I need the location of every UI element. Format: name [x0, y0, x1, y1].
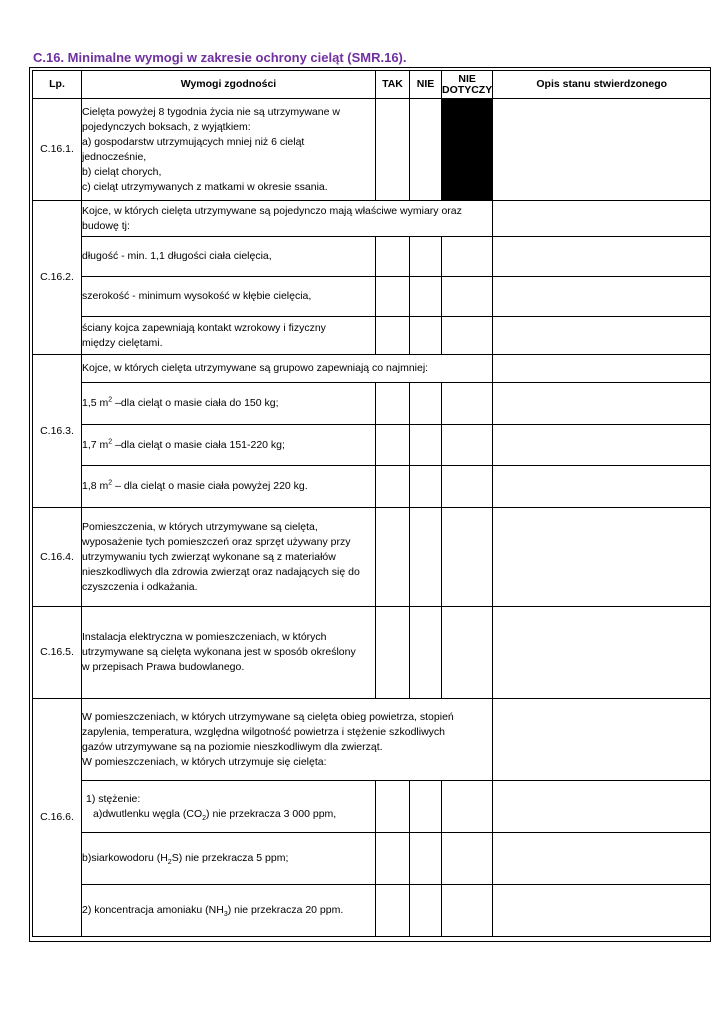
- table-row-c16-1: [33, 99, 711, 201]
- subscript: 3: [223, 911, 228, 919]
- nie-cell[interactable]: [410, 317, 442, 355]
- text-line: [86, 807, 375, 822]
- text-line: W pomieszczeniach, w których utrzymywane są cielęta obieg powietrza, stopień: [82, 710, 454, 723]
- subscript: 2: [202, 814, 207, 822]
- opis-cell[interactable]: [493, 355, 711, 383]
- opis-cell[interactable]: [493, 383, 711, 425]
- tak-cell[interactable]: [376, 383, 410, 425]
- table-row-c16-2-a: [33, 237, 711, 277]
- opis-cell[interactable]: [493, 99, 711, 201]
- table-row-c16-3-intro: [33, 355, 711, 383]
- requirement-text: [82, 508, 376, 607]
- nie-dotyczy-cell[interactable]: [442, 425, 493, 466]
- row-lp: C.16.5.: [33, 607, 82, 699]
- text-line: c) cieląt utrzymywanych z matkami w okresie ssania.: [82, 180, 328, 193]
- requirement-text: [82, 699, 493, 781]
- nie-dotyczy-cell[interactable]: [442, 508, 493, 607]
- nie-dotyczy-cell[interactable]: [442, 317, 493, 355]
- nie-cell[interactable]: [410, 237, 442, 277]
- nie-dotyczy-cell[interactable]: [442, 383, 493, 425]
- table-row-c16-2-intro: [33, 201, 711, 237]
- opis-cell[interactable]: [493, 781, 711, 833]
- header-opis: Opis stanu stwierdzonego: [493, 71, 711, 99]
- requirement-text: [82, 201, 493, 237]
- text-span: 1,8 m: [82, 480, 109, 492]
- row-lp: C.16.6.: [33, 699, 82, 937]
- header-nie: NIE: [410, 71, 442, 99]
- text-line: budowę tj:: [82, 219, 130, 232]
- header-nie-dotyczy-line2: DOTYCZY: [442, 83, 493, 96]
- text-span: 1,5 m: [82, 397, 109, 409]
- nie-dotyczy-blocked-cell: [442, 99, 493, 201]
- table-row-c16-6-c: [33, 885, 711, 937]
- table-row-c16-5: [33, 607, 711, 699]
- text-span: –dla cieląt o masie ciała do 150 kg;: [112, 397, 279, 409]
- nie-dotyczy-cell[interactable]: [442, 466, 493, 508]
- table-row-c16-3-a: [33, 383, 711, 425]
- requirement-text: [82, 607, 376, 699]
- table-row-c16-2-c: [33, 317, 711, 355]
- requirement-text: [82, 466, 376, 508]
- header-nie-dotyczy: [442, 71, 493, 99]
- section-title: C.16. Minimalne wymogi w zakresie ochrony cieląt (SMR.16).: [33, 50, 407, 65]
- table-row-c16-2-b: [33, 277, 711, 317]
- nie-dotyczy-cell[interactable]: [442, 607, 493, 699]
- tak-cell[interactable]: [376, 885, 410, 937]
- opis-cell[interactable]: [493, 201, 711, 237]
- opis-cell[interactable]: [493, 508, 711, 607]
- text-line: b) cieląt chorych,: [82, 165, 162, 178]
- opis-cell[interactable]: [493, 277, 711, 317]
- nie-cell[interactable]: [410, 99, 442, 201]
- row-lp: C.16.2.: [33, 201, 82, 355]
- text-span: ) nie przekracza 20 ppm.: [227, 904, 344, 916]
- table-row-c16-6-intro: [33, 699, 711, 781]
- text-span: ) nie przekracza 3 000 ppm,: [206, 807, 337, 820]
- text-span: b)siarkowodoru (H: [82, 852, 168, 864]
- table-row-c16-6-b: [33, 833, 711, 885]
- opis-cell[interactable]: [493, 466, 711, 508]
- nie-cell[interactable]: [410, 425, 442, 466]
- text-line: ściany kojca zapewniają kontakt wzrokowy i fizyczny: [82, 321, 326, 334]
- text-line: pojedynczych boksach, z wyjątkiem:: [82, 120, 251, 133]
- text-line: a) gospodarstw utrzymujących mniej niż 6 cieląt: [82, 135, 305, 148]
- requirement-text: długość - min. 1,1 długości ciała cielęcia,: [82, 237, 376, 277]
- nie-cell[interactable]: [410, 885, 442, 937]
- nie-cell[interactable]: [410, 833, 442, 885]
- table-row-c16-3-b: [33, 425, 711, 466]
- nie-cell[interactable]: [410, 277, 442, 317]
- opis-cell[interactable]: [493, 607, 711, 699]
- opis-cell[interactable]: [493, 317, 711, 355]
- tak-cell[interactable]: [376, 466, 410, 508]
- nie-cell[interactable]: [410, 607, 442, 699]
- tak-cell[interactable]: [376, 833, 410, 885]
- table-row-c16-3-c: [33, 466, 711, 508]
- text-line: gazów utrzymywane są na poziomie nieszkodliwym dla zwierząt.: [82, 740, 383, 753]
- tak-cell[interactable]: [376, 237, 410, 277]
- header-wymogi: Wymogi zgodności: [82, 71, 376, 99]
- text-line: utrzymywane są cielęta wykonana jest w sposób określony: [82, 646, 356, 658]
- tak-cell[interactable]: [376, 607, 410, 699]
- opis-cell[interactable]: [493, 425, 711, 466]
- table-row-c16-4: [33, 508, 711, 607]
- requirement-text: [82, 99, 376, 201]
- nie-cell[interactable]: [410, 508, 442, 607]
- text-line: zapylenia, temperatura, względna wilgotność powietrza i stężenie szkodliwych: [82, 725, 446, 738]
- superscript: 2: [108, 396, 113, 404]
- opis-cell[interactable]: [493, 885, 711, 937]
- text-span: – dla cieląt o masie ciała powyżej 220 kg.: [112, 480, 308, 492]
- text-span: a)dwutlenku węgla (CO: [93, 807, 203, 820]
- tak-cell[interactable]: [376, 99, 410, 201]
- nie-dotyczy-cell[interactable]: [442, 237, 493, 277]
- text-line: W pomieszczeniach, w których utrzymuje się cielęta:: [82, 755, 327, 768]
- text-span: 1,7 m: [82, 438, 109, 451]
- text-line: nieszkodliwych dla zdrowia zwierząt oraz nadających się do: [82, 565, 360, 578]
- header-row: [33, 71, 711, 99]
- table-row-c16-6-a: [33, 781, 711, 833]
- opis-cell[interactable]: [493, 699, 711, 781]
- text-line: utrzymywaniu tych zwierząt wykonane są z materiałów: [82, 550, 336, 563]
- tak-cell[interactable]: [376, 277, 410, 317]
- text-line: 1) stężenie:: [86, 792, 141, 805]
- header-lp: Lp.: [33, 71, 82, 99]
- requirement-text: [82, 425, 376, 466]
- header-nie-dotyczy-line1: NIE: [458, 72, 476, 85]
- text-line: czyszczenia i odkażania.: [82, 580, 198, 593]
- text-span: S) nie przekracza 5 ppm;: [171, 852, 289, 864]
- tak-cell[interactable]: [376, 508, 410, 607]
- text-line: Pomieszczenia, w których utrzymywane są cielęta,: [82, 520, 318, 533]
- tak-cell[interactable]: [376, 425, 410, 466]
- subscript: 2: [167, 859, 172, 867]
- row-lp: C.16.4.: [33, 508, 82, 607]
- text-line: między cielętami.: [82, 336, 163, 349]
- nie-dotyczy-cell[interactable]: [442, 833, 493, 885]
- row-lp: C.16.1.: [33, 99, 82, 201]
- nie-dotyczy-cell[interactable]: [442, 885, 493, 937]
- requirement-text: [82, 781, 376, 833]
- text-line: wyposażenie tych pomieszczeń oraz sprzęt używany przy: [82, 535, 351, 548]
- header-tak: TAK: [376, 71, 410, 99]
- text-line: Cielęta powyżej 8 tygodnia życia nie są utrzymywane w: [82, 105, 340, 118]
- nie-cell[interactable]: [410, 383, 442, 425]
- opis-cell[interactable]: [493, 833, 711, 885]
- requirement-text: [82, 833, 376, 885]
- text-line: Instalacja elektryczna w pomieszczeniach, w których: [82, 631, 327, 643]
- nie-dotyczy-cell[interactable]: [442, 277, 493, 317]
- text-line: w przepisach Prawa budowlanego.: [82, 661, 245, 673]
- text-line: jednocześnie,: [82, 150, 147, 163]
- opis-cell[interactable]: [493, 237, 711, 277]
- text-span: –dla cieląt o masie ciała 151-220 kg;: [112, 438, 285, 451]
- requirement-text: szerokość - minimum wysokość w kłębie cielęcia,: [82, 277, 376, 317]
- nie-dotyczy-cell[interactable]: [442, 781, 493, 833]
- text-span: 2) koncentracja amoniaku (NH: [82, 904, 224, 916]
- nie-cell[interactable]: [410, 466, 442, 508]
- row-lp: C.16.3.: [33, 355, 82, 508]
- tak-cell[interactable]: [376, 317, 410, 355]
- requirement-text: [82, 885, 376, 937]
- text-line: Kojce, w których cielęta utrzymywane są pojedynczo mają właściwe wymiary oraz: [82, 204, 462, 217]
- superscript: 2: [108, 479, 113, 487]
- tak-cell[interactable]: [376, 781, 410, 833]
- requirement-text: Kojce, w których cielęta utrzymywane są grupowo zapewniają co najmniej:: [82, 355, 493, 383]
- requirement-text: [82, 383, 376, 425]
- compliance-table: [32, 70, 711, 937]
- superscript: 2: [108, 438, 113, 445]
- nie-cell[interactable]: [410, 781, 442, 833]
- requirement-text: [82, 317, 376, 355]
